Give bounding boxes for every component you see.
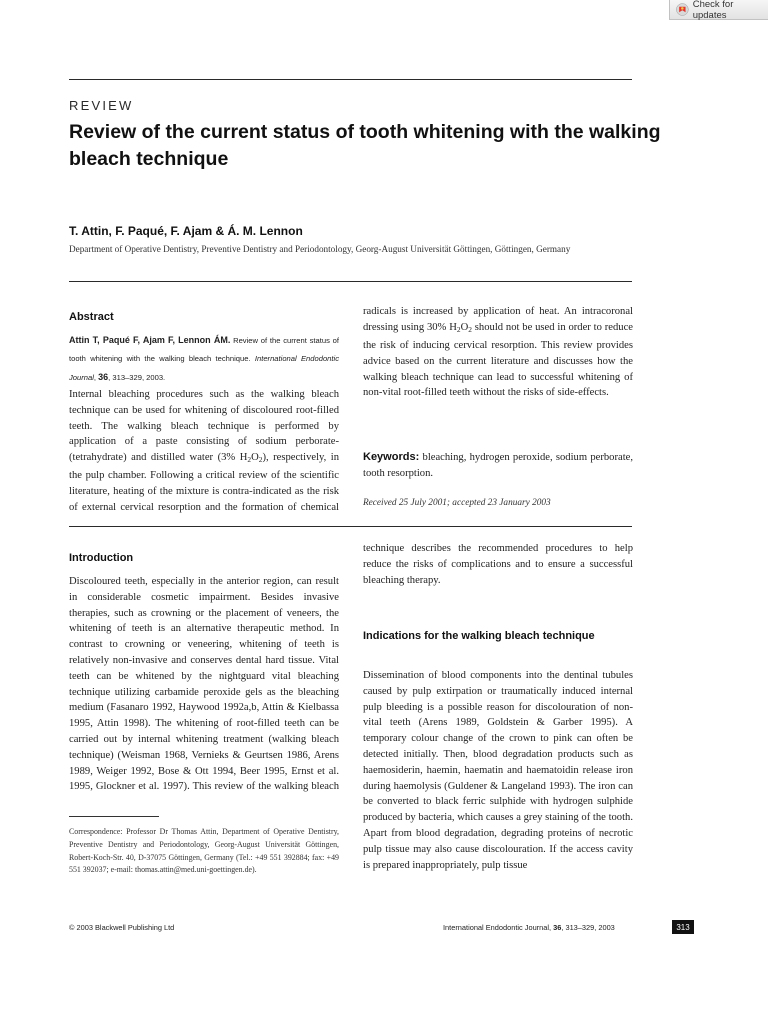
keywords	[363, 450, 633, 482]
check-for-updates-label: Check for updates	[692, 0, 734, 21]
check-for-updates-button[interactable]	[669, 0, 768, 20]
abstract-heading: Abstract	[69, 311, 114, 323]
keywords-label: Keywords:	[363, 451, 420, 463]
copyright-notice: © 2003 Blackwell Publishing Ltd	[69, 923, 175, 932]
article-title: Review of the current status of tooth whitening with the walking bleach technique	[69, 121, 661, 170]
abstract-body-col2: radicals is increased by application of heat. An intracoronal dressing using 30% $H_2O_2$ should not be used in order to reduce the risk of inducing cervical resorption. This review provides advice based on the current literature and discusses how the walking bleach technique can lead to successful whitening of non-vital root-filled teeth without the risks of side-effects.	[363, 306, 633, 399]
introduction-heading: Introduction	[69, 552, 134, 564]
citation-pages: , 313–329, 2003.	[108, 373, 166, 382]
citation-volume: 36	[98, 372, 109, 382]
journal-footer	[443, 923, 615, 932]
footnote-rule	[69, 816, 159, 817]
top-rule	[69, 79, 632, 80]
header-rule	[69, 281, 632, 282]
footer-pages: , 313–329, 2003	[561, 923, 615, 932]
citation-journal: International Endodontic Journal	[69, 354, 339, 382]
author-list: T. Attin, F. Paqué, F. Ajam & Á. M. Lennon	[69, 224, 303, 238]
introduction-text-col2: technique describes the recommended procedures to help reduce the risks of complications and to ensure a successful bleaching therapy.	[363, 543, 633, 586]
crossmark-icon	[676, 3, 689, 16]
citation-authors: Attin T, Paqué F, Ajam F, Lennon ÁM.	[69, 335, 231, 345]
correspondence-note: Correspondence: Professor Dr Thomas Attin, Department of Operative Dentistry, Preventive Dentistry and Periodontology, Georg-August Universität Göttingen, Robert-Koch-Str. 40, D-37075 Göttingen, Germany (Tel.: +49 551 392884; fax: +49 551 392037; e-mail: thomas.attin@med.uni-goettingen.de).	[69, 827, 339, 875]
footer-volume: 36	[553, 923, 562, 932]
abstract-body-col1: Internal bleaching procedures such as the walking bleach technique can be used for whitening of discoloured root-filled teeth. The walking bleach technique is performed by application of a paste consisting of sodium perborate-(tetrahydrate) and distilled water (3% $H_2O_2$), respectively, in the pulp chamber. Following a critical review of the scientific literature, heating of the mixture is contra-indicated as the risk of external cervical resorption and the formation of chemical	[69, 389, 339, 513]
indications-text: Dissemination of blood components into the dentinal tubules caused by pulp extirpation or traumatically induced internal pulp bleeding is a possible reason for discolouration of non-vital teeth (Arens 1989, Goldstein & Garber 1995). A temporary colour change of the crown to pink can often be detected initially. Then, blood degradation products such as haemosiderin, haemin, haematin and haematoidin release iron during haemolysis (Guldener & Langeland 1993). The iron can be converted to black ferric sulphide with hydrogen sulphide produced by bacteria, which causes a grey staining of the tooth. Apart from blood degradation, degrading proteins of necrotic pulp tissue may also cause discolouration. If the access cavity is prepared inappropriately, pulp tissue	[363, 670, 633, 871]
affiliation: Department of Operative Dentistry, Preventive Dentistry and Periodontology, Georg-August Universität Göttingen, Göttingen, Germany	[69, 244, 571, 254]
footer-journal: International Endodontic Journal,	[443, 923, 554, 932]
abstract-citation: Attin T, Paqué F, Ajam F, Lennon ÁM. Review of the current status of tooth whitening with the walking bleach technique. International Endodontic Journal, 36, 313–329, 2003.	[69, 335, 339, 382]
received-date: Received 25 July 2001; accepted 23 January 2003	[363, 498, 551, 508]
indications-heading: Indications for the walking bleach technique	[363, 630, 595, 642]
keywords-text: bleaching, hydrogen peroxide, sodium perborate, tooth resorption.	[363, 452, 633, 479]
introduction-text-col1: Discoloured teeth, especially in the anterior region, can result in considerable cosmetic impairment. Besides invasive therapies, such as crowning or the placement of veneers, the whitening of teeth is an alternative therapeutic method. In contrast to crowning or veneering, whitening of teeth is relatively non-invasive and conserves dental hard tissue. Vital teeth can be whitened by the nightguard vital bleaching technique utilizing carbamide peroxide gels as the bleaching medium (Fasanaro 1992, Haywood 1992a,b, Attin & Kielbassa 1995, Attin 1998). The whitening of root-filled teeth can be carried out by internal whitening treatment (walking bleach technique) (Weisman 1968, Vernieks & Geurtsen 1986, Arens 1989, Weiger 1992, Bose & Ott 1994, Beer 1995, Ernst et al. 1995, Glockner et al. 1997). This review of the walking bleach	[69, 576, 339, 793]
citation-title: Review of the current status of tooth whitening with the walking bleach technique.	[69, 336, 339, 363]
abstract-rule	[69, 526, 632, 527]
page-number: 313	[672, 920, 694, 934]
section-label: REVIEW	[69, 98, 134, 113]
